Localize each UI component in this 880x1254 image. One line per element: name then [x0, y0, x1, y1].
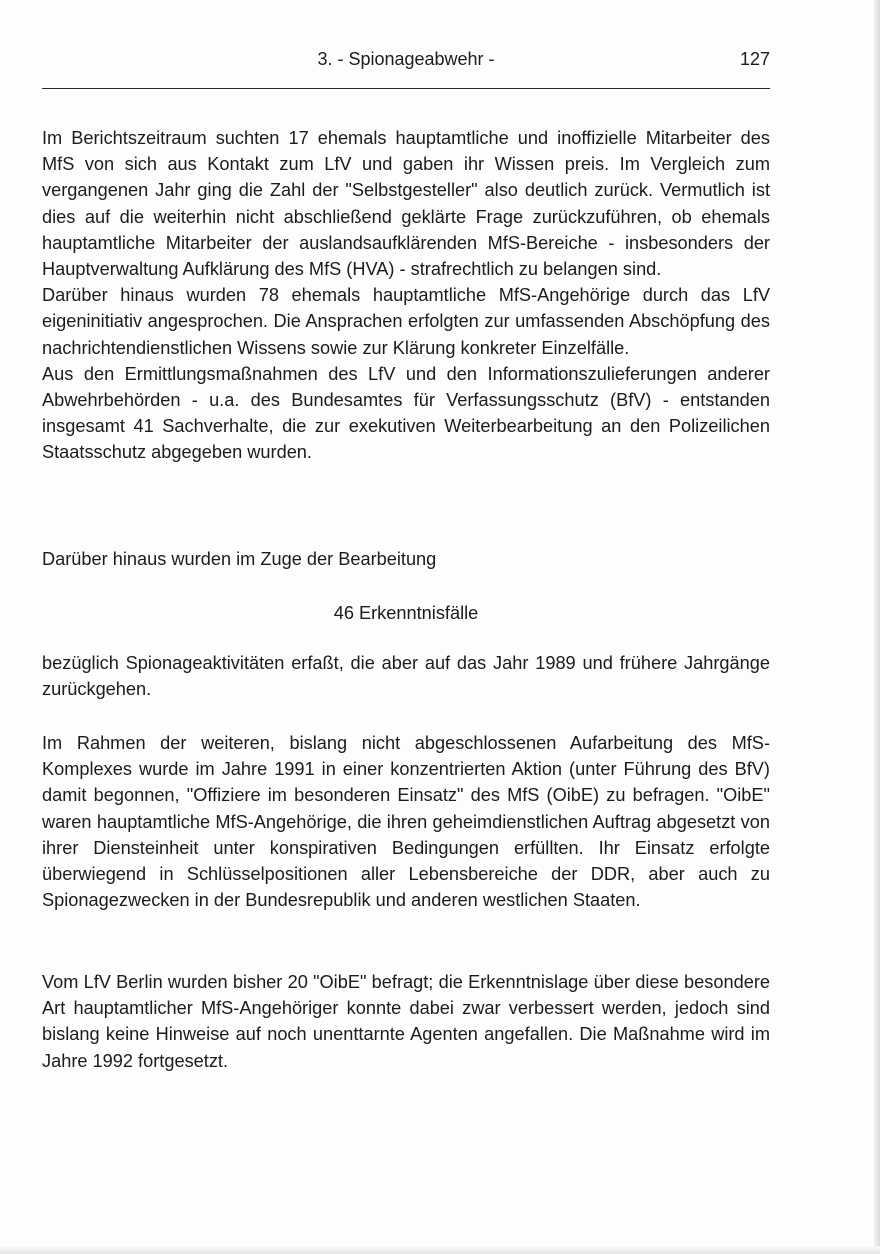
header-rule	[42, 88, 770, 89]
paragraph-bearbeitung-intro: Darüber hinaus wurden im Zuge der Bearbeitung	[42, 549, 437, 569]
paragraph-befragung: Vom LfV Berlin wurden bisher 20 "OibE" befragt; die Erkenntnislage über diese besondere Art hauptamtlicher MfS-Angehöriger konnte dabei zwar verbessert werden, jedoch sind bislang keine Hinweise auf noch unenttarnte Agenten angefallen. Die Maßnahme wird im Jahre 1992 fortgesetzt.	[42, 972, 770, 1071]
paragraph-ansprachen: Darüber hinaus wurden 78 ehemals hauptamtliche MfS-Angehörige durch das LfV eigeninitiativ angesprochen. Die Ansprachen erfolgten zur umfassenden Abschöpfung des nachrichtendienstlichen Wissens sowie zur Klärung konkreter Einzelfälle.	[42, 285, 770, 358]
paragraph-spionageaktivitaeten: bezüglich Spionageaktivitäten erfaßt, die aber auf das Jahr 1989 und frühere Jahrgänge zurückgehen.	[42, 653, 770, 700]
running-header	[42, 47, 770, 71]
text-block-2	[42, 546, 770, 572]
text-block-1	[42, 125, 770, 466]
highlight-erkenntnisfaelle: 46 Erkenntnisfälle	[333, 603, 479, 623]
paragraph-selbstgesteller: Im Berichtszeitraum suchten 17 ehemals hauptamtliche und inoffizielle Mitarbeiter des MfS von sich aus Kontakt zum LfV und gaben ihr Wissen preis. Im Vergleich zum vergangenen Jahr ging die Zahl der "Selbstgesteller" also deutlich zurück. Vermutlich ist dies auf die weiterhin nicht abschließend geklärte Frage zurückzuführen, ob ehemals hauptamtliche Mitarbeiter der auslandsaufklärenden MfS-Bereiche - insbesonders der Hauptverwaltung Aufklärung des MfS (HVA) - strafrechtlich zu belangen sind.	[42, 128, 770, 280]
page-bottom-shadow	[0, 1246, 880, 1254]
text-block-4	[42, 730, 770, 913]
paragraph-oibe: Im Rahmen der weiteren, bislang nicht abgeschlossenen Aufarbeitung des MfS-Komplexes wurde im Jahre 1991 in einer konzentrierten Aktion (unter Führung des BfV) damit begonnen, "Offiziere im besonderen Einsatz" des MfS (OibE) zu befragen. "OibE" waren hauptamtliche MfS-Angehörige, die ihren geheimdienstlichen Auftrag abgesetzt von ihrer Diensteinheit unter konspirativen Bedingungen erfüllten. Ihr Einsatz erfolgte überwiegend in Schlüsselpositionen aller Lebensbereiche der DDR, aber auch zu Spionagezwecken in der Bundesrepublik und anderen westlichen Staaten.	[42, 733, 770, 911]
page-number: 127	[739, 49, 770, 69]
text-block-5	[42, 969, 770, 1074]
page-edge-shadow	[874, 0, 880, 1254]
chapter-title: 3. - Spionageabwehr -	[317, 49, 495, 69]
paragraph-sachverhalte: Aus den Ermittlungsmaßnahmen des LfV und den Informationszulieferungen anderer Abwehrbehörden - u.a. des Bundesamtes für Verfassungsschutz (BfV) - entstanden insgesamt 41 Sachverhalte, die zur exekutiven Weiterbearbeitung an den Polizeilichen Staatsschutz abgegeben wurden.	[42, 363, 770, 463]
text-block-3	[42, 650, 770, 702]
